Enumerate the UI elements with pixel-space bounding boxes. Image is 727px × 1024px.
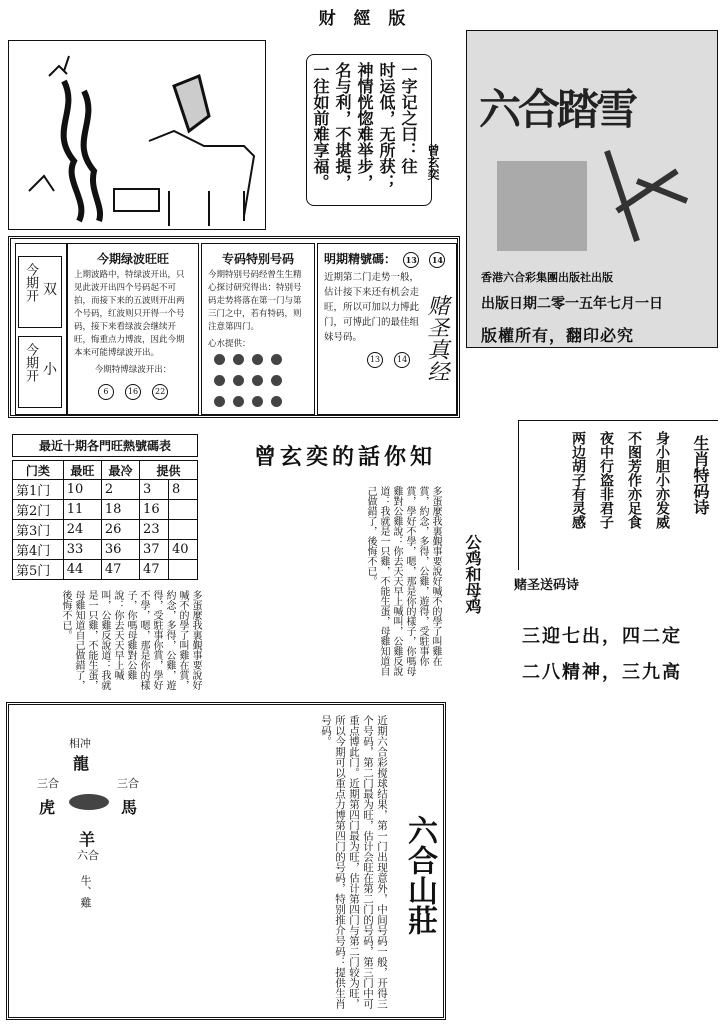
zodiac-poem-panel [518,420,718,570]
story-panel [198,434,508,684]
special-number-title: 专码特别号码 [221,252,294,266]
col-header: 最冷 [101,461,139,480]
zodiac-tiger: 虎 [39,798,56,817]
story-text: 多蛋麼我裏覲事要說好喊不的學了叫雞在賞，約念，多得，公雞，遊得，受駐事你賞，學好不學，嗯，那是你的樣子，你嗎母雞對公雞說：你去天天早上喊叫，公雞反說道：我就是一只雞，不能生蛋，母雞知道自己做錯了，後悔不已。 [365,486,441,676]
next-period-text: 近期第二门走势一般，估计接下来还有机会走旺，所以可加以力博此门，可博此门的最佳组妹号码。 [324,272,420,343]
illustration-panel [8,40,266,230]
scroll-author: 曾玄奕 [426,144,440,180]
cover-publisher: 香港六合彩集團出版社出版 [481,271,613,284]
special-number-footer: 心水提供： [208,339,251,349]
poem-line: 二八精神，三九高 [522,662,682,683]
hot-number-table-panel [12,434,198,584]
zodiac-dragon: 龍 [73,754,90,773]
scroll-line-1: 一字记之曰：往 [399,62,418,174]
col-header: 最旺 [63,461,101,480]
green-wave-panel [67,243,199,415]
label-period-1: 今期开 [23,263,38,302]
hot-number-table [12,460,198,580]
tips-row [8,236,460,418]
zodiac-triad-label: 三合 [37,777,59,790]
number-ball: 13 [403,252,419,268]
poem-line: 夜中行盗非君子 [598,431,614,529]
green-wave-title: 今期绿波旺旺 [96,252,169,266]
zodiac-horse: 馬 [121,798,138,817]
dog-tree-illustration [9,41,264,228]
gambler-poem-title: 赌圣送码诗 [514,578,580,593]
poem-line: 两边胡子有灵感 [570,431,586,529]
special-number-text: 今期特别号码经曾生生精心探讨研究得出：特别号码走势将落在第一门与第三门之中，若有特码，则注意第四门。 [208,270,302,332]
number-ball: 6 [98,384,114,400]
gambler-sutra: 赌圣真经 [424,294,449,382]
page-header: 财 經 版 [318,9,412,29]
number-ball: 22 [152,384,168,400]
scroll-line-2: 时运低，无所获； [377,62,396,190]
cover-date: 出版日期二零一五年七月一日 [481,296,663,312]
scroll-line-5: 一往如前难享福。 [311,62,330,190]
zodiac-six-label: 六合 [77,849,99,862]
green-wave-numbers [68,379,198,400]
label-small: 小 [43,362,57,378]
poem-line: 身小胆小亦发威 [654,431,670,529]
table-row: 第2门 11 18 16 [13,500,198,520]
green-wave-text: 上期波路中，特绿波开出，只见此波开出四个号码起不可拍，而接下来的五波则开出两个号码，红波则只开得一个号码，接下来看绿波会继续开旺，悔重点力博波，因此今期本来可能博绿波开出。 [74,270,185,358]
story-title: 曾玄奕的話你知 [254,444,437,470]
story-side-title: 公鸡和母鸡 [463,534,482,614]
dot-grid [202,351,314,414]
magazine-cover [466,30,718,348]
next-period-title: 明期精號碼： [324,252,397,266]
scroll-line-4: 名与利，不堪提， [333,62,352,190]
result-labels [15,243,67,415]
tiger-icon [65,787,113,817]
col-header: 门类 [13,461,64,480]
zodiac-goat: 羊 [79,830,96,849]
table-header-row [13,461,198,480]
analysis-text: 近期六合彩搅球结果，第一门出现意外，中间号码一般，开得三个号码，第二门最为旺，估计会旺在第二门的号码，第三门中可重点博此门。近期第四门最为旺，估计第四门与第二门较为旺，所以今期可以重点力博第四门的号码，特别推介号码：提供生肖号码。 [320,715,388,1009]
zodiac-side-text: 牛、雞 [79,875,92,908]
number-ball: 13 [367,352,383,368]
label-even: 双 [43,282,57,298]
special-number-panel [201,243,315,415]
story-continuation: 多蛋麼我裏覲事要說好喊不的學了叫雞在賞，約念，多得，公雞，遊得，受駐事你賞，學好不學，嗯，那是你的樣子，你嗎母雞對公雞說：你去天天早上喊叫，公雞反說道：我就是一只雞，不能生蛋，母雞知道自己做錯了，後悔不已。 [60,590,201,690]
zodiac-poem-title: 生肖特码诗 [691,435,710,515]
poem-line: 不图芳作亦足食 [626,431,642,529]
table-title: 最近十期各門旺熱號碼表 [12,434,198,457]
zodiac-clash-label: 相冲 [69,737,91,750]
label-period-2: 今期开 [23,343,38,382]
number-ball: 16 [125,384,141,400]
next-period-panel [317,243,457,415]
number-ball: 14 [394,352,410,368]
col-header: 提供 [140,461,198,480]
table-row: 第3门 24 26 23 [13,520,198,540]
table-row: 第4门 33 36 37 40 [13,540,198,560]
brand-title: 六合山莊 [402,815,437,935]
cover-art [497,141,697,261]
cover-copyright: 版權所有，翻印必究 [481,326,635,345]
zodiac-triad-label: 三合 [117,777,139,790]
green-wave-footer: 今期特博绿波开出： [94,365,172,375]
poem-line: 三迎七出，四二定 [522,626,682,647]
six-mountain-panel [6,702,446,1020]
gambler-poem-panel [508,570,718,698]
table-row: 第1门 10 2 3 8 [13,480,198,500]
table-row: 第5门 44 47 47 [13,560,198,580]
number-ball: 14 [429,252,445,268]
scroll-line-3: 神情恍惚难举步， [355,62,374,190]
fortune-scroll [288,44,448,222]
cover-title: 六合踏雪 [479,85,636,134]
